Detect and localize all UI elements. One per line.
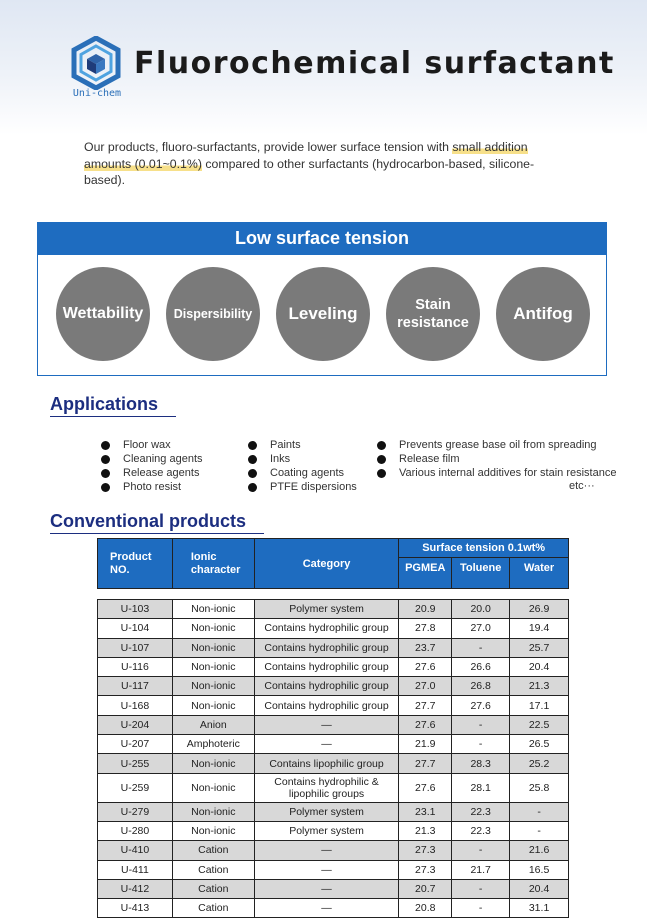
cell-toluene: - [452, 899, 510, 918]
cell-product-no: U-412 [98, 879, 173, 898]
cell-water: 25.2 [510, 754, 569, 773]
cell-product-no: U-117 [98, 677, 173, 696]
bullet-icon [377, 455, 386, 464]
cell-category: — [254, 735, 399, 754]
property-circle-wettability: Wettability [56, 267, 150, 361]
cell-pgmea: 20.7 [399, 879, 452, 898]
cell-pgmea: 27.7 [399, 754, 452, 773]
header-ionic-character: Ionic character [172, 539, 254, 589]
header-product-no: Product NO. [98, 539, 173, 589]
cell-water: 16.5 [510, 860, 569, 879]
cell-category: Contains hydrophilic group [254, 657, 399, 676]
bullet-icon [248, 455, 257, 464]
table-row [98, 715, 569, 734]
intro-text-1: Our products, fluoro-surfactants, provide lower surface tension with [84, 140, 453, 154]
cell-ionic: Non-ionic [172, 821, 254, 840]
cell-product-no: U-413 [98, 899, 173, 918]
cell-pgmea: 27.8 [399, 619, 452, 638]
low-surface-tension-panel [37, 222, 607, 376]
cell-product-no: U-280 [98, 821, 173, 840]
table-row [98, 638, 569, 657]
table-row [98, 754, 569, 773]
bullet-icon [248, 469, 257, 478]
table-row [98, 802, 569, 821]
header-pgmea: PGMEA [399, 558, 452, 589]
cell-product-no: U-107 [98, 638, 173, 657]
cell-category: Polymer system [254, 600, 399, 619]
bullet-icon [377, 469, 386, 478]
cell-pgmea: 23.7 [399, 638, 452, 657]
cell-ionic: Cation [172, 860, 254, 879]
cell-ionic: Anion [172, 715, 254, 734]
cell-ionic: Cation [172, 879, 254, 898]
cell-pgmea: 20.8 [399, 899, 452, 918]
cell-water: 20.4 [510, 879, 569, 898]
cell-toluene: - [452, 638, 510, 657]
cell-product-no: U-411 [98, 860, 173, 879]
cell-water: 19.4 [510, 619, 569, 638]
bullet-icon [377, 441, 386, 450]
conventional-products-heading: Conventional products [50, 511, 264, 534]
table-row [98, 677, 569, 696]
cell-ionic: Non-ionic [172, 600, 254, 619]
cell-water: 21.3 [510, 677, 569, 696]
bullet-icon [101, 455, 110, 464]
cell-product-no: U-259 [98, 773, 173, 802]
cell-ionic: Amphoteric [172, 735, 254, 754]
cell-product-no: U-204 [98, 715, 173, 734]
cell-water: - [510, 802, 569, 821]
table-row [98, 600, 569, 619]
header-surface-tension: Surface tension 0.1wt% [399, 539, 569, 558]
cell-pgmea: 20.9 [399, 600, 452, 619]
cell-product-no: U-279 [98, 802, 173, 821]
cell-product-no: U-104 [98, 619, 173, 638]
applications-heading: Applications [50, 394, 176, 417]
cell-water: 31.1 [510, 899, 569, 918]
cell-water: - [510, 821, 569, 840]
table-row [98, 619, 569, 638]
header-water: Water [510, 558, 569, 589]
table-row [98, 696, 569, 715]
cell-pgmea: 27.3 [399, 841, 452, 860]
header-toluene: Toluene [452, 558, 510, 589]
property-circle-stain-resistance: Stain resistance [386, 267, 480, 361]
cell-ionic: Non-ionic [172, 677, 254, 696]
cell-ionic: Non-ionic [172, 638, 254, 657]
cell-product-no: U-255 [98, 754, 173, 773]
table-row [98, 773, 569, 802]
table-row [98, 860, 569, 879]
low-surface-tension-title: Low surface tension [38, 223, 606, 255]
cell-category: — [254, 841, 399, 860]
cell-pgmea: 21.9 [399, 735, 452, 754]
cell-product-no: U-103 [98, 600, 173, 619]
cell-pgmea: 27.6 [399, 657, 452, 676]
logo-text: Uni-chem [72, 88, 122, 99]
cell-toluene: 26.8 [452, 677, 510, 696]
cell-category: Polymer system [254, 821, 399, 840]
cell-toluene: 27.6 [452, 696, 510, 715]
cell-toluene: - [452, 841, 510, 860]
cell-ionic: Non-ionic [172, 696, 254, 715]
cell-pgmea: 27.0 [399, 677, 452, 696]
cell-toluene: 21.7 [452, 860, 510, 879]
cell-pgmea: 21.3 [399, 821, 452, 840]
cell-water: 26.9 [510, 600, 569, 619]
cell-category: Contains hydrophilic & lipophilic groups [254, 773, 399, 802]
cell-ionic: Non-ionic [172, 773, 254, 802]
table-row [98, 735, 569, 754]
cell-product-no: U-207 [98, 735, 173, 754]
cell-toluene: - [452, 735, 510, 754]
cell-ionic: Non-ionic [172, 657, 254, 676]
cell-water: 17.1 [510, 696, 569, 715]
property-circle-dispersibility: Dispersibility [166, 267, 260, 361]
products-table [97, 538, 569, 918]
cell-category: — [254, 879, 399, 898]
cell-category: Contains hydrophilic group [254, 677, 399, 696]
bullet-icon [248, 441, 257, 450]
cell-pgmea: 27.7 [399, 696, 452, 715]
cell-ionic: Cation [172, 841, 254, 860]
cell-pgmea: 27.3 [399, 860, 452, 879]
cell-toluene: 22.3 [452, 821, 510, 840]
cell-water: 20.4 [510, 657, 569, 676]
table-row [98, 821, 569, 840]
cell-ionic: Cation [172, 899, 254, 918]
cell-ionic: Non-ionic [172, 619, 254, 638]
cell-toluene: 28.1 [452, 773, 510, 802]
bullet-icon [101, 469, 110, 478]
cell-water: 22.5 [510, 715, 569, 734]
intro-text-2: compared to other surfactants (hydrocarbon-based, silicone-based). [84, 156, 535, 187]
cell-category: Polymer system [254, 802, 399, 821]
header-category: Category [254, 539, 399, 589]
cell-pgmea: 27.6 [399, 773, 452, 802]
cell-toluene: 27.0 [452, 619, 510, 638]
intro-paragraph [84, 139, 554, 189]
cell-pgmea: 23.1 [399, 802, 452, 821]
bullet-icon [248, 483, 257, 492]
cell-toluene: - [452, 879, 510, 898]
cell-category: Contains hydrophilic group [254, 619, 399, 638]
bullet-icon [101, 441, 110, 450]
cell-water: 25.8 [510, 773, 569, 802]
cell-category: Contains hydrophilic group [254, 638, 399, 657]
table-row [98, 899, 569, 918]
cell-product-no: U-410 [98, 841, 173, 860]
table-row [98, 841, 569, 860]
table-row [98, 879, 569, 898]
intro-highlight: small addition amounts (0.01~0.1%) [84, 140, 528, 171]
cell-water: 26.5 [510, 735, 569, 754]
cell-category: Contains lipophilic group [254, 754, 399, 773]
cell-category: — [254, 715, 399, 734]
cell-toluene: - [452, 715, 510, 734]
page-title: Fluorochemical surfactant [134, 46, 615, 81]
cell-toluene: 26.6 [452, 657, 510, 676]
cell-water: 21.6 [510, 841, 569, 860]
cell-toluene: 28.3 [452, 754, 510, 773]
table-spacer [98, 589, 569, 600]
cell-pgmea: 27.6 [399, 715, 452, 734]
cell-category: — [254, 899, 399, 918]
cell-water: 25.7 [510, 638, 569, 657]
cell-category: Contains hydrophilic group [254, 696, 399, 715]
bullet-icon [101, 483, 110, 492]
applications-etc: etc··· [569, 480, 595, 492]
property-circle-antifog: Antifog [496, 267, 590, 361]
property-circle-leveling: Leveling [276, 267, 370, 361]
cell-ionic: Non-ionic [172, 802, 254, 821]
cell-toluene: 20.0 [452, 600, 510, 619]
cell-product-no: U-168 [98, 696, 173, 715]
cell-ionic: Non-ionic [172, 754, 254, 773]
cell-product-no: U-116 [98, 657, 173, 676]
table-row [98, 657, 569, 676]
cell-toluene: 22.3 [452, 802, 510, 821]
cell-category: — [254, 860, 399, 879]
